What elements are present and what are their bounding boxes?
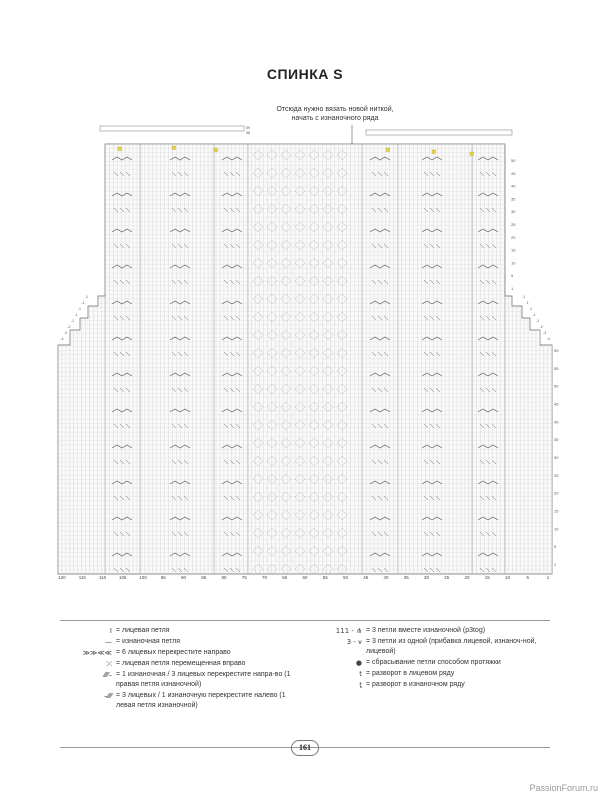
right-arm-decrease-label: -1	[532, 313, 536, 317]
x-axis-label: 90	[180, 575, 187, 580]
legend-right-item	[310, 658, 550, 669]
x-axis-label: 95	[160, 575, 166, 580]
highlight-stitch-mark	[386, 148, 390, 152]
legend-symbol-icon: ṯ	[359, 681, 362, 689]
legend-symbol-icon: t	[359, 670, 362, 678]
right-row-label-bottom: 45	[554, 401, 559, 407]
right-row-label-top: 30	[511, 209, 516, 215]
left-arm-decrease-label: -1	[84, 295, 88, 299]
left-arm-decrease-label: -1	[70, 319, 74, 323]
legend-symbol-icon: ●	[355, 659, 362, 667]
x-axis-label: 80	[221, 575, 227, 580]
x-axis-label: 20	[464, 575, 470, 580]
x-axis-label: 45	[363, 575, 369, 580]
x-axis-label: 70	[261, 575, 268, 580]
left-arm-decrease-label: -1	[74, 313, 78, 317]
x-axis-label: 25	[444, 575, 450, 580]
x-axis-label: 1	[546, 575, 550, 580]
x-axis-label: 65	[282, 575, 288, 580]
x-axis-label: 15	[484, 575, 490, 580]
right-row-label-bottom: 30	[554, 455, 559, 460]
legend-text: = сбрасывание петли способом протяжки	[366, 659, 501, 666]
legend-text: = разворот в изнаночном ряду	[366, 681, 465, 688]
right-row-label-bottom: 10	[554, 526, 559, 532]
legend-left-item	[60, 659, 310, 670]
chart-gridlines	[58, 144, 552, 574]
right-shoulder-strip	[366, 130, 512, 135]
right-row-label-bottom: 25	[554, 472, 559, 478]
legend-left-item	[60, 626, 310, 637]
right-row-label-top: 35	[511, 196, 516, 202]
x-axis-label: 35	[403, 575, 409, 580]
legend-right-item	[310, 626, 550, 637]
x-axis-label: 110	[98, 575, 107, 580]
left-row-label: 59	[246, 126, 250, 130]
legend-text: = 3 петли вместе изнаночной (p3tog)	[366, 627, 486, 634]
left-row-label: 58	[246, 131, 250, 135]
right-row-label-bottom: 59	[554, 348, 559, 353]
right-row-label-bottom: 40	[554, 419, 559, 425]
legend-left-item	[60, 637, 310, 648]
x-axis-label: 85	[201, 575, 207, 580]
right-row-label-bottom: 15	[554, 508, 559, 514]
right-row-label-top: 45	[511, 170, 516, 176]
right-row-label-top: 5	[511, 273, 514, 279]
right-row-label-bottom: 1	[554, 562, 557, 567]
legend-text: = 3 лицевых / 1 изнаночную перекрестите налево (1 левая петля изнаночной)	[116, 692, 286, 709]
highlight-stitch-mark	[118, 147, 122, 151]
right-arm-decrease-label: -1	[522, 295, 526, 299]
legend-left-item	[60, 648, 310, 659]
x-axis-label: 120	[58, 575, 66, 580]
right-row-label-bottom: 55	[554, 365, 559, 371]
legend-left-column	[60, 626, 310, 712]
right-row-label-bottom: 5	[554, 544, 557, 550]
right-arm-decrease-label: -1	[529, 307, 533, 311]
highlight-stitch-mark	[470, 152, 474, 156]
right-row-label-top: 10	[511, 260, 516, 266]
x-axis-label: 105	[119, 575, 127, 580]
right-arm-decrease-label: -1	[536, 319, 540, 323]
legend-text: = изнаночная петля	[116, 638, 181, 645]
left-arm-decrease-label: -4	[60, 337, 64, 341]
legend-text: = разворот в лицевом ряду	[366, 670, 455, 677]
chart-note-line-1: Отсюда нужно вязать новой ниткой,	[276, 106, 394, 113]
legend-left-item	[60, 691, 310, 712]
right-arm-decrease-label: -2	[539, 325, 543, 329]
x-axis-label: 5	[526, 575, 530, 580]
legend-symbol-icon: –⁄⁄⁄⁄	[103, 692, 112, 700]
right-arm-decrease-label: -3	[543, 331, 547, 335]
chart-note-line-2: начать с изнаночного ряда	[291, 115, 379, 122]
left-shoulder-strip	[100, 126, 244, 131]
x-axis-label: 115	[78, 575, 86, 580]
highlight-stitch-mark	[214, 148, 218, 152]
legend-symbol-icon: ⤫	[106, 660, 112, 668]
right-row-label-top: 25	[511, 222, 516, 227]
legend-symbol-icon: I	[109, 627, 112, 635]
highlight-stitch-mark	[432, 150, 436, 154]
legend-text: = лицевая петля	[116, 627, 170, 634]
legend-symbol-icon: 111 - ⋔	[335, 627, 362, 635]
legend-symbol-icon: —	[105, 638, 112, 646]
legend-right-item	[310, 680, 550, 691]
watermark: PassionForum.ru	[529, 783, 598, 793]
x-axis-label: 60	[302, 575, 308, 580]
legend-right-item	[310, 637, 550, 658]
right-row-label-bottom: 50	[554, 383, 559, 389]
highlight-stitch-mark	[172, 146, 176, 150]
legend-text: = лицевая петля перемещенная вправо	[116, 660, 246, 667]
legend-left-item	[60, 670, 310, 691]
chart-grid	[58, 126, 552, 574]
x-axis-label: 10	[504, 575, 511, 580]
left-arm-decrease-label: -1	[77, 307, 81, 311]
legend-symbol-icon: ⁄⁄⁄⁄–	[103, 671, 112, 679]
x-axis-label: 40	[383, 575, 389, 580]
right-arm-decrease-label: -4	[546, 337, 550, 341]
x-axis-label: 50	[342, 575, 349, 580]
legend-right-column	[310, 626, 550, 691]
right-row-label-top: 15	[511, 247, 516, 253]
left-arm-decrease-label: -2	[67, 325, 71, 329]
right-row-label-top: 50	[511, 158, 516, 163]
x-axis-label: 30	[423, 575, 430, 580]
x-axis-label: 75	[241, 575, 247, 580]
page-number: 161	[291, 740, 319, 756]
right-row-label-top: 20	[511, 234, 516, 240]
left-arm-decrease-label: -1	[81, 301, 85, 305]
legend-text: = 3 петли из одной (прибавка лицевой, изнаноч-ной, лицевой)	[366, 638, 537, 655]
right-row-label-bottom: 20	[554, 490, 559, 496]
page-title: СПИНКА S	[266, 66, 344, 82]
legend-right-item	[310, 669, 550, 680]
legend	[60, 620, 550, 750]
left-arm-decrease-label: -3	[63, 331, 67, 335]
legend-text: = 6 лицевых перекрестите направо	[116, 649, 231, 656]
right-row-label-top: 40	[511, 183, 516, 189]
x-axis-label: 100	[139, 575, 147, 580]
legend-symbol-icon: ≫≫≪≪	[82, 649, 112, 657]
x-axis-label: 55	[322, 575, 328, 580]
legend-symbol-icon: 3 - ⩛	[346, 638, 362, 646]
right-row-label-top: 1	[511, 286, 514, 291]
right-row-label-bottom: 35	[554, 437, 559, 443]
right-arm-decrease-label: -1	[525, 301, 529, 305]
legend-text: = 1 изнаночная / 3 лицевых перекрестите напра-во (1 правая петля изнаночной)	[116, 671, 291, 688]
